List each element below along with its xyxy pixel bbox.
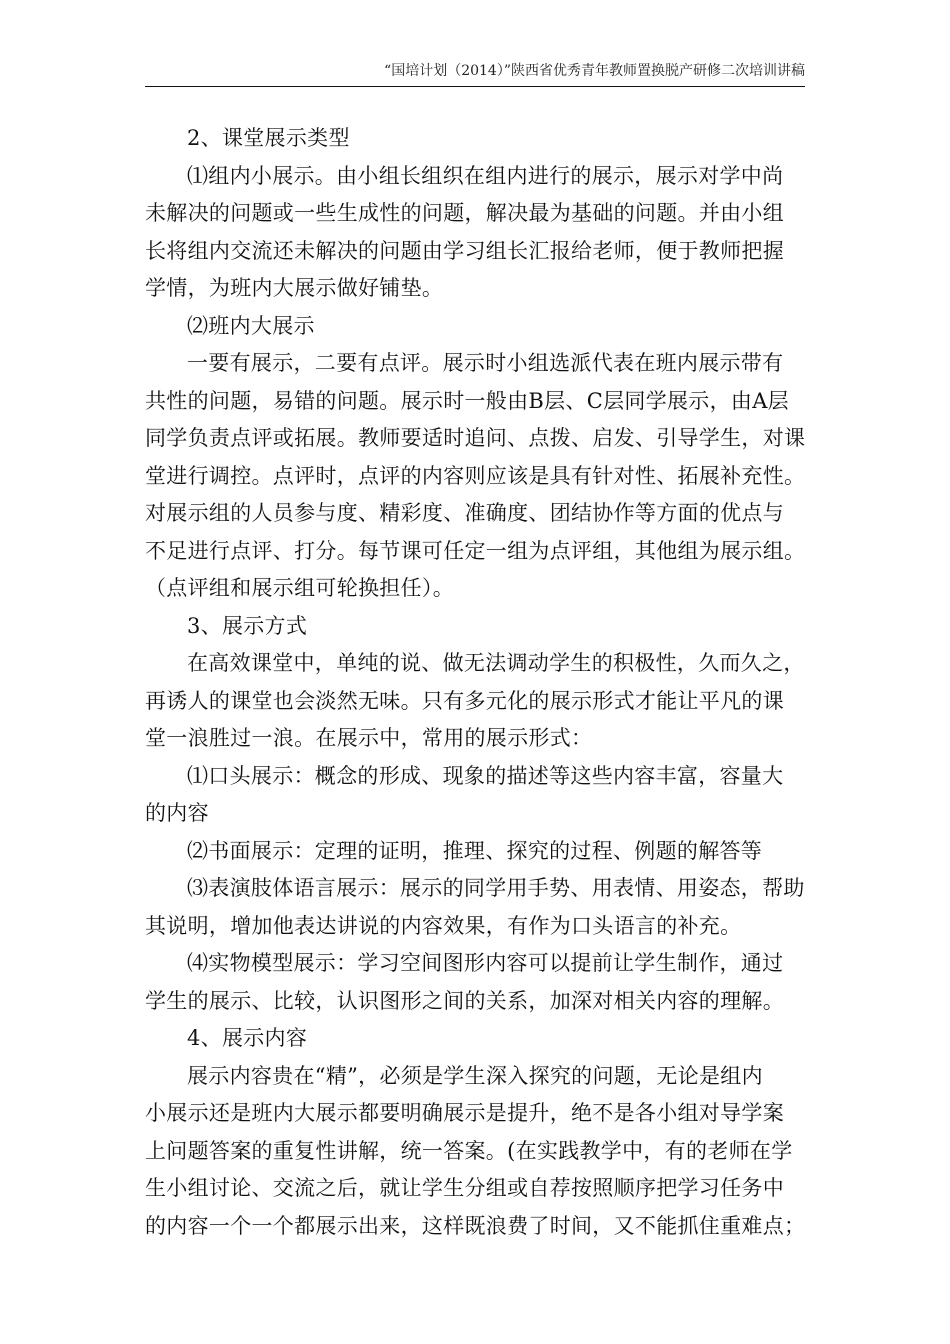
text-line: 不足进行点评、打分。每节课可任定一组为点评组，其他组为展示组。 bbox=[145, 538, 805, 563]
text-line: 学生的展示、比较，认识图形之间的关系，加深对相关内容的理解。 bbox=[145, 988, 784, 1013]
text-line: 上问题答案的重复性讲解，统一答案。(在实践教学中，有的老师在学 bbox=[145, 1138, 793, 1163]
text-line: 小展示还是班内大展示都要明确展示是提升，绝不是各小组对导学案 bbox=[145, 1101, 784, 1125]
header-rule bbox=[145, 86, 805, 87]
text-line: 对展示组的人员参与度、精彩度、准确度、团结协作等方面的优点与 bbox=[145, 501, 784, 525]
text-line: 的内容 bbox=[145, 801, 209, 825]
text-line: 学情，为班内大展示做好铺垫。 bbox=[145, 276, 444, 300]
text-line: 堂进行调控。点评时，点评的内容则应该是具有针对性、拓展补充性。 bbox=[145, 463, 805, 488]
page-header: “国培计划（2014）”陕西省优秀青年教师置换脱产研修二次培训讲稿 bbox=[384, 63, 805, 79]
text-line: 堂一浪胜过一浪。在展示中，常用的展示形式： bbox=[145, 726, 593, 750]
text-line: ⑴组内小展示。由小组长组织在组内进行的展示，展示对学中尚 bbox=[187, 163, 784, 188]
text-line: 一要有展示，二要有点评。展示时小组选派代表在班内展示带有 bbox=[187, 351, 784, 375]
document-body bbox=[145, 120, 805, 1245]
text-line: 展示内容贵在“精”，必须是学生深入探究的问题，无论是组内 bbox=[187, 1063, 763, 1088]
text-line: 同学负责点评或拓展。教师要适时追问、点拨、启发、引导学生，对课 bbox=[145, 426, 805, 450]
text-line: ⑵班内大展示 bbox=[187, 313, 315, 338]
text-line: 的内容一个一个都展示出来，这样既浪费了时间，又不能抓住重难点； bbox=[145, 1213, 805, 1238]
text-line: 长将组内交流还未解决的问题由学习组长汇报给老师，便于教师把握 bbox=[145, 238, 784, 263]
text-line: ⑷实物模型展示：学习空间图形内容可以提前让学生制作，通过 bbox=[187, 951, 784, 975]
text-line: 再诱人的课堂也会淡然无味。只有多元化的展示形式才能让平凡的课 bbox=[145, 688, 784, 713]
text-line: 2、课堂展示类型 bbox=[187, 126, 350, 150]
text-line: 其说明，增加他表达讲说的内容效果，有作为口头语言的补充。 bbox=[145, 913, 742, 938]
text-line: ⑴口头展示：概念的形成、现象的描述等这些内容丰富，容量大 bbox=[187, 763, 784, 788]
text-line: ⑵书面展示：定理的证明，推理、探究的过程、例题的解答等 bbox=[187, 838, 763, 863]
text-line: 生小组讨论、交流之后，就让学生分组或自荐按照顺序把学习任务中 bbox=[145, 1176, 784, 1200]
text-line: 共性的问题，易错的问题。展示时一般由B层、C层同学展示，由A层 bbox=[145, 388, 789, 413]
text-line: 未解决的问题或一些生成性的问题，解决最为基础的问题。并由小组 bbox=[145, 201, 784, 225]
text-line: ⑶表演肢体语言展示：展示的同学用手势、用表情、用姿态，帮助 bbox=[187, 876, 805, 900]
text-line: 4、展示内容 bbox=[187, 1026, 308, 1050]
text-line: 3、展示方式 bbox=[187, 613, 308, 638]
text-line: （点评组和展示组可轮换担任）。 bbox=[145, 576, 454, 600]
text-line: 在高效课堂中，单纯的说、做无法调动学生的积极性，久而久之， bbox=[187, 651, 805, 675]
